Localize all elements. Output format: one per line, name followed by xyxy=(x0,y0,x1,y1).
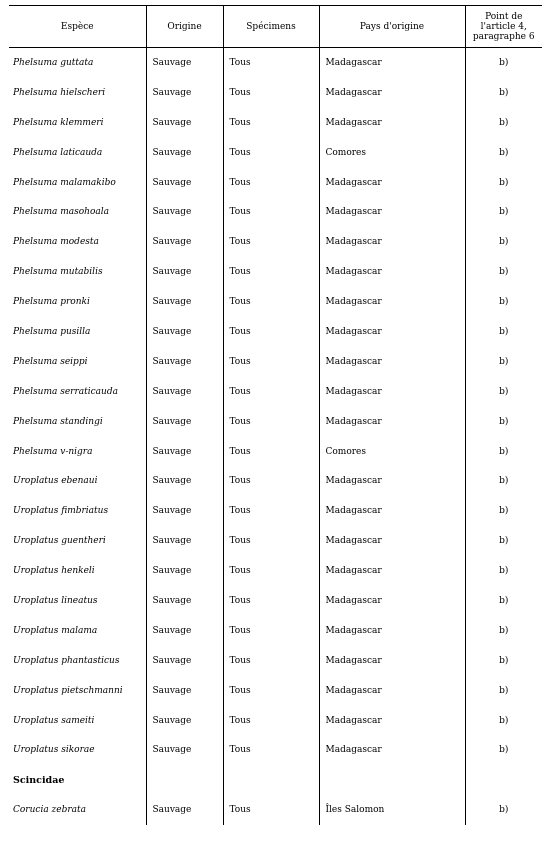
article-point-cell: b) xyxy=(465,197,542,227)
specimens-cell: Tous xyxy=(223,676,319,706)
table-row xyxy=(9,437,542,467)
country-cell: Madagascar xyxy=(319,48,465,78)
country-cell: Madagascar xyxy=(319,78,465,108)
article-point-cell: b) xyxy=(465,706,542,736)
species-cell: Phelsuma laticauda xyxy=(9,138,146,168)
species-cell: Uroplatus lineatus xyxy=(9,586,146,616)
species-cell: Phelsuma masohoala xyxy=(9,197,146,227)
country-cell: Madagascar xyxy=(319,347,465,377)
origin-cell: Sauvage xyxy=(146,676,223,706)
header-species: Espèce xyxy=(9,6,146,48)
country-cell: Madagascar xyxy=(319,108,465,138)
specimens-cell: Tous xyxy=(223,197,319,227)
specimens-cell: Tous xyxy=(223,466,319,496)
species-cell: Phelsuma pusilla xyxy=(9,317,146,347)
header-article-line: l'article 4, xyxy=(480,21,527,32)
specimens-cell: Tous xyxy=(223,138,319,168)
origin-cell: Sauvage xyxy=(146,407,223,437)
specimens-cell: Tous xyxy=(223,556,319,586)
table-row xyxy=(9,227,542,257)
country-cell: Madagascar xyxy=(319,287,465,317)
specimens-cell: Tous xyxy=(223,735,319,765)
table-row xyxy=(9,377,542,407)
table-row xyxy=(9,407,542,437)
table-row xyxy=(9,317,542,347)
specimens-cell: Tous xyxy=(223,437,319,467)
table-row xyxy=(9,287,542,317)
table-row xyxy=(9,676,542,706)
article-point-cell: b) xyxy=(465,496,542,526)
species-cell: Phelsuma pronki xyxy=(9,287,146,317)
country-cell: Madagascar xyxy=(319,257,465,287)
origin-cell: Sauvage xyxy=(146,227,223,257)
origin-cell: Sauvage xyxy=(146,646,223,676)
origin-cell: Sauvage xyxy=(146,586,223,616)
species-cell: Uroplatus sikorae xyxy=(9,735,146,765)
species-cell: Uroplatus phantasticus xyxy=(9,646,146,676)
species-cell: Uroplatus ebenaui xyxy=(9,466,146,496)
species-cell: Phelsuma v-nigra xyxy=(9,437,146,467)
header-article-point xyxy=(465,6,542,48)
table-row xyxy=(9,138,542,168)
origin-cell: Sauvage xyxy=(146,735,223,765)
article-point-cell: b) xyxy=(465,138,542,168)
species-cell: Uroplatus pietschmanni xyxy=(9,676,146,706)
species-cell: Uroplatus guentheri xyxy=(9,526,146,556)
specimens-cell: Tous xyxy=(223,347,319,377)
article-point-cell: b) xyxy=(465,78,542,108)
table-row xyxy=(9,108,542,138)
article-point-cell: b) xyxy=(465,466,542,496)
country-cell: Madagascar xyxy=(319,676,465,706)
empty-point-cell xyxy=(465,765,542,795)
article-point-cell: b) xyxy=(465,407,542,437)
table-row xyxy=(9,347,542,377)
article-point-cell: b) xyxy=(465,437,542,467)
country-cell: Madagascar xyxy=(319,466,465,496)
species-cell: Phelsuma hielscheri xyxy=(9,78,146,108)
origin-cell: Sauvage xyxy=(146,287,223,317)
table-row xyxy=(9,795,542,825)
article-point-cell: b) xyxy=(465,646,542,676)
specimens-cell: Tous xyxy=(223,168,319,198)
country-cell: Comores xyxy=(319,138,465,168)
table-row xyxy=(9,257,542,287)
specimens-cell: Tous xyxy=(223,616,319,646)
specimens-cell: Tous xyxy=(223,287,319,317)
table-row xyxy=(9,706,542,736)
species-cell: Phelsuma malamakibo xyxy=(9,168,146,198)
origin-cell: Sauvage xyxy=(146,78,223,108)
species-cell: Phelsuma seippi xyxy=(9,347,146,377)
specimens-cell: Tous xyxy=(223,795,319,825)
family-row xyxy=(9,765,542,795)
empty-country-cell xyxy=(319,765,465,795)
table-row xyxy=(9,556,542,586)
species-cell: Phelsuma guttata xyxy=(9,48,146,78)
origin-cell: Sauvage xyxy=(146,437,223,467)
family-name: Scincidae xyxy=(9,765,146,795)
country-cell: Madagascar xyxy=(319,377,465,407)
header-article-line: paragraphe 6 xyxy=(472,31,535,42)
table-row xyxy=(9,616,542,646)
table-row xyxy=(9,735,542,765)
table-row xyxy=(9,466,542,496)
country-cell: Îles Salomon xyxy=(319,795,465,825)
country-cell: Madagascar xyxy=(319,586,465,616)
specimens-cell: Tous xyxy=(223,48,319,78)
article-point-cell: b) xyxy=(465,377,542,407)
empty-specimens-cell xyxy=(223,765,319,795)
article-point-cell: b) xyxy=(465,616,542,646)
species-cell: Phelsuma modesta xyxy=(9,227,146,257)
country-cell: Madagascar xyxy=(319,735,465,765)
country-cell: Madagascar xyxy=(319,616,465,646)
specimens-cell: Tous xyxy=(223,227,319,257)
origin-cell: Sauvage xyxy=(146,526,223,556)
country-cell: Madagascar xyxy=(319,197,465,227)
article-point-cell: b) xyxy=(465,347,542,377)
article-point-cell: b) xyxy=(465,287,542,317)
country-cell: Madagascar xyxy=(319,706,465,736)
specimens-cell: Tous xyxy=(223,257,319,287)
origin-cell: Sauvage xyxy=(146,377,223,407)
specimens-cell: Tous xyxy=(223,586,319,616)
country-cell: Comores xyxy=(319,437,465,467)
specimens-cell: Tous xyxy=(223,78,319,108)
species-cell: Phelsuma serraticauda xyxy=(9,377,146,407)
table-row xyxy=(9,586,542,616)
article-point-cell: b) xyxy=(465,526,542,556)
species-cell: Phelsuma mutabilis xyxy=(9,257,146,287)
specimens-cell: Tous xyxy=(223,108,319,138)
article-point-cell: b) xyxy=(465,108,542,138)
origin-cell: Sauvage xyxy=(146,706,223,736)
species-cell: Corucia zebrata xyxy=(9,795,146,825)
specimens-cell: Tous xyxy=(223,496,319,526)
article-point-cell: b) xyxy=(465,676,542,706)
specimens-cell: Tous xyxy=(223,407,319,437)
table-header xyxy=(9,6,542,48)
origin-cell: Sauvage xyxy=(146,616,223,646)
table-row xyxy=(9,526,542,556)
article-point-cell: b) xyxy=(465,317,542,347)
country-cell: Madagascar xyxy=(319,407,465,437)
table-row xyxy=(9,168,542,198)
article-point-cell: b) xyxy=(465,48,542,78)
specimens-cell: Tous xyxy=(223,317,319,347)
header-origin: Origine xyxy=(146,6,223,48)
specimens-cell: Tous xyxy=(223,526,319,556)
article-point-cell: b) xyxy=(465,735,542,765)
species-cell: Phelsuma standingi xyxy=(9,407,146,437)
article-point-cell: b) xyxy=(465,795,542,825)
origin-cell: Sauvage xyxy=(146,466,223,496)
species-table xyxy=(9,5,542,825)
species-cell: Phelsuma klemmeri xyxy=(9,108,146,138)
table-body xyxy=(9,48,542,826)
table-row xyxy=(9,646,542,676)
country-cell: Madagascar xyxy=(319,496,465,526)
country-cell: Madagascar xyxy=(319,168,465,198)
specimens-cell: Tous xyxy=(223,377,319,407)
species-cell: Uroplatus sameiti xyxy=(9,706,146,736)
article-point-cell: b) xyxy=(465,586,542,616)
origin-cell: Sauvage xyxy=(146,257,223,287)
origin-cell: Sauvage xyxy=(146,138,223,168)
table-row xyxy=(9,496,542,526)
country-cell: Madagascar xyxy=(319,556,465,586)
origin-cell: Sauvage xyxy=(146,168,223,198)
species-cell: Uroplatus henkeli xyxy=(9,556,146,586)
country-cell: Madagascar xyxy=(319,646,465,676)
table-row xyxy=(9,197,542,227)
country-cell: Madagascar xyxy=(319,317,465,347)
origin-cell: Sauvage xyxy=(146,197,223,227)
article-point-cell: b) xyxy=(465,257,542,287)
country-cell: Madagascar xyxy=(319,227,465,257)
origin-cell: Sauvage xyxy=(146,317,223,347)
empty-origin-cell xyxy=(146,765,223,795)
origin-cell: Sauvage xyxy=(146,108,223,138)
country-cell: Madagascar xyxy=(319,526,465,556)
header-article-line: Point de xyxy=(485,11,523,22)
origin-cell: Sauvage xyxy=(146,496,223,526)
species-cell: Uroplatus malama xyxy=(9,616,146,646)
article-point-cell: b) xyxy=(465,556,542,586)
article-point-cell: b) xyxy=(465,168,542,198)
origin-cell: Sauvage xyxy=(146,556,223,586)
table-row xyxy=(9,48,542,78)
specimens-cell: Tous xyxy=(223,706,319,736)
specimens-cell: Tous xyxy=(223,646,319,676)
header-country: Pays d'origine xyxy=(319,6,465,48)
article-point-cell: b) xyxy=(465,227,542,257)
origin-cell: Sauvage xyxy=(146,347,223,377)
header-specimens: Spécimens xyxy=(223,6,319,48)
table-row xyxy=(9,78,542,108)
origin-cell: Sauvage xyxy=(146,48,223,78)
species-cell: Uroplatus fimbriatus xyxy=(9,496,146,526)
origin-cell: Sauvage xyxy=(146,795,223,825)
